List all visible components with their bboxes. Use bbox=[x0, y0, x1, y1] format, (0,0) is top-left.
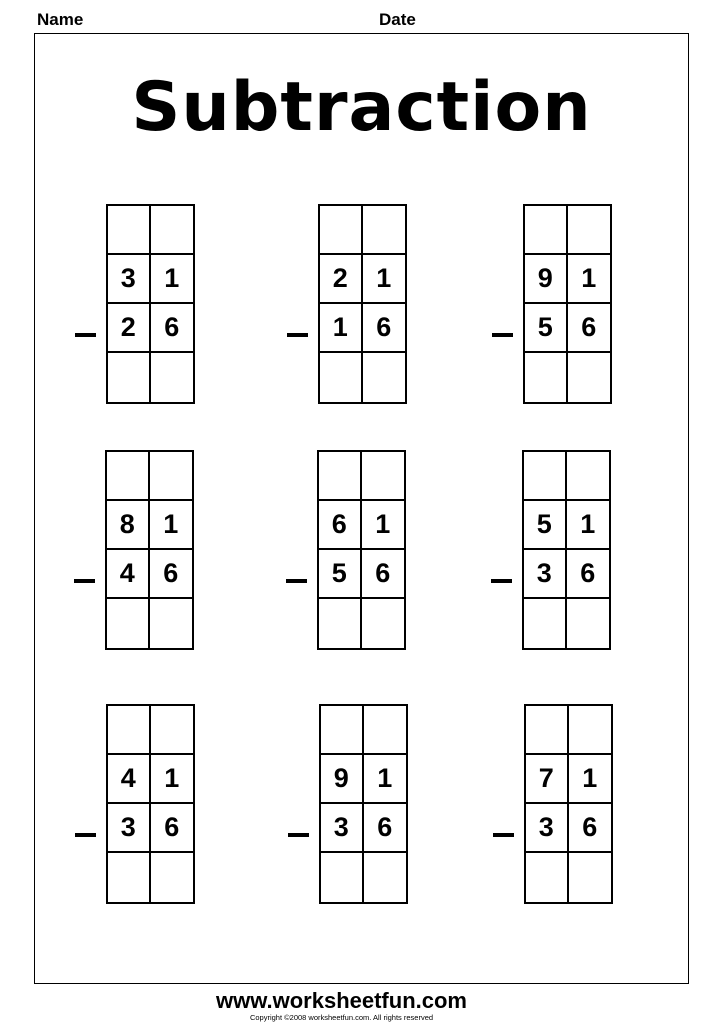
minuend-tens: 9 bbox=[321, 755, 364, 804]
problem-3 bbox=[492, 204, 617, 406]
subtrahend-tens: 5 bbox=[525, 304, 568, 353]
minuend-tens: 6 bbox=[319, 501, 362, 550]
subtrahend-tens: 1 bbox=[320, 304, 363, 353]
problem-5 bbox=[286, 450, 411, 652]
problem-grid bbox=[522, 450, 611, 650]
minuend-ones: 1 bbox=[151, 755, 194, 804]
answer-tens[interactable] bbox=[107, 599, 150, 648]
subtrahend-tens: 3 bbox=[321, 804, 364, 853]
problem-grid bbox=[106, 204, 195, 404]
minuend-tens: 2 bbox=[320, 255, 363, 304]
footer-copyright: Copyright ©2008 worksheetfun.com. All rights reserved bbox=[249, 1013, 434, 1022]
footer-url[interactable]: www.worksheetfun.com bbox=[215, 988, 467, 1013]
answer-ones[interactable] bbox=[151, 853, 194, 902]
subtrahend-ones: 6 bbox=[567, 550, 610, 599]
subtrahend-ones: 6 bbox=[151, 304, 194, 353]
answer-tens[interactable] bbox=[526, 853, 569, 902]
subtrahend-ones: 6 bbox=[569, 804, 612, 853]
answer-tens[interactable] bbox=[320, 353, 363, 402]
answer-ones[interactable] bbox=[151, 353, 194, 402]
carry-cell[interactable] bbox=[525, 206, 568, 255]
carry-cell[interactable] bbox=[362, 452, 405, 501]
subtrahend-ones: 6 bbox=[364, 804, 407, 853]
problem-grid bbox=[524, 704, 613, 904]
answer-ones[interactable] bbox=[567, 599, 610, 648]
carry-cell[interactable] bbox=[320, 206, 363, 255]
answer-ones[interactable] bbox=[568, 353, 611, 402]
answer-ones[interactable] bbox=[150, 599, 193, 648]
minuend-tens: 5 bbox=[524, 501, 567, 550]
problem-grid bbox=[523, 204, 612, 404]
answer-ones[interactable] bbox=[362, 599, 405, 648]
answer-ones[interactable] bbox=[364, 853, 407, 902]
problem-grid bbox=[318, 204, 407, 404]
subtrahend-ones: 6 bbox=[150, 550, 193, 599]
minus-sign bbox=[492, 333, 513, 337]
minus-sign bbox=[75, 833, 96, 837]
minuend-ones: 1 bbox=[364, 755, 407, 804]
carry-cell[interactable] bbox=[321, 706, 364, 755]
answer-tens[interactable] bbox=[524, 599, 567, 648]
carry-cell[interactable] bbox=[151, 206, 194, 255]
minuend-tens: 8 bbox=[107, 501, 150, 550]
minus-sign bbox=[493, 833, 514, 837]
minuend-ones: 1 bbox=[568, 255, 611, 304]
problem-7 bbox=[75, 704, 200, 906]
answer-tens[interactable] bbox=[108, 353, 151, 402]
minuend-tens: 3 bbox=[108, 255, 151, 304]
carry-cell[interactable] bbox=[568, 206, 611, 255]
carry-cell[interactable] bbox=[108, 706, 151, 755]
minuend-tens: 9 bbox=[525, 255, 568, 304]
problem-4 bbox=[74, 450, 199, 652]
problem-1 bbox=[75, 204, 200, 406]
subtrahend-tens: 4 bbox=[107, 550, 150, 599]
minus-sign bbox=[491, 579, 512, 583]
minuend-tens: 4 bbox=[108, 755, 151, 804]
subtrahend-tens: 3 bbox=[524, 550, 567, 599]
problem-grid bbox=[317, 450, 406, 650]
problem-grid bbox=[106, 704, 195, 904]
carry-cell[interactable] bbox=[524, 452, 567, 501]
problem-2 bbox=[287, 204, 412, 406]
answer-ones[interactable] bbox=[363, 353, 406, 402]
minus-sign bbox=[286, 579, 307, 583]
carry-cell[interactable] bbox=[108, 206, 151, 255]
answer-tens[interactable] bbox=[321, 853, 364, 902]
carry-cell[interactable] bbox=[526, 706, 569, 755]
minuend-ones: 1 bbox=[363, 255, 406, 304]
answer-tens[interactable] bbox=[319, 599, 362, 648]
subtrahend-tens: 3 bbox=[108, 804, 151, 853]
minus-sign bbox=[288, 833, 309, 837]
minus-sign bbox=[75, 333, 96, 337]
problem-8 bbox=[288, 704, 413, 906]
minuend-ones: 1 bbox=[150, 501, 193, 550]
minuend-ones: 1 bbox=[569, 755, 612, 804]
answer-tens[interactable] bbox=[525, 353, 568, 402]
subtrahend-tens: 5 bbox=[319, 550, 362, 599]
carry-cell[interactable] bbox=[569, 706, 612, 755]
problem-9 bbox=[493, 704, 618, 906]
minus-sign bbox=[287, 333, 308, 337]
minuend-ones: 1 bbox=[362, 501, 405, 550]
subtrahend-ones: 6 bbox=[151, 804, 194, 853]
minuend-ones: 1 bbox=[151, 255, 194, 304]
minuend-ones: 1 bbox=[567, 501, 610, 550]
carry-cell[interactable] bbox=[150, 452, 193, 501]
problem-grid bbox=[319, 704, 408, 904]
carry-cell[interactable] bbox=[363, 206, 406, 255]
carry-cell[interactable] bbox=[151, 706, 194, 755]
answer-ones[interactable] bbox=[569, 853, 612, 902]
subtrahend-ones: 6 bbox=[568, 304, 611, 353]
answer-tens[interactable] bbox=[108, 853, 151, 902]
subtrahend-tens: 3 bbox=[526, 804, 569, 853]
subtrahend-ones: 6 bbox=[363, 304, 406, 353]
date-label: Date bbox=[379, 10, 416, 29]
minus-sign bbox=[74, 579, 95, 583]
carry-cell[interactable] bbox=[567, 452, 610, 501]
subtrahend-tens: 2 bbox=[108, 304, 151, 353]
carry-cell[interactable] bbox=[364, 706, 407, 755]
minuend-tens: 7 bbox=[526, 755, 569, 804]
worksheet-title: Subtraction bbox=[131, 68, 592, 147]
subtrahend-ones: 6 bbox=[362, 550, 405, 599]
carry-cell[interactable] bbox=[319, 452, 362, 501]
name-label: Name bbox=[37, 10, 84, 29]
carry-cell[interactable] bbox=[107, 452, 150, 501]
problem-grid bbox=[105, 450, 194, 650]
problem-6 bbox=[491, 450, 616, 652]
